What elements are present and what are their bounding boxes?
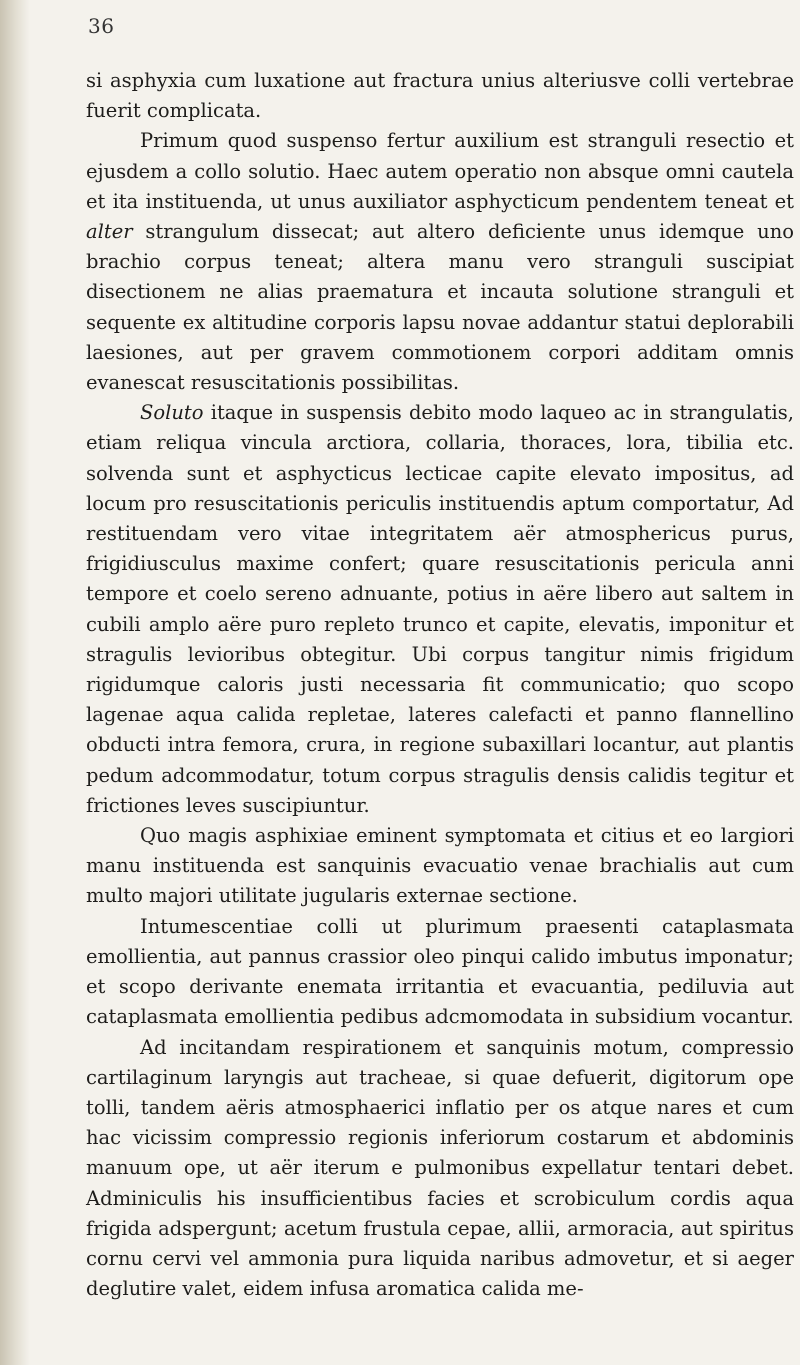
text-segment: Intumescentiae colli ut plurimum praesenti cataplasmata emollientia, aut pannus crassior oleo pinqui calido imbutus imponatur; et scopo derivante enemata irritantia et evacuantia, pediluvia aut cataplasmata emollientia pedibus adcmomodata in subsidium vocantur. bbox=[86, 914, 794, 1029]
paragraph bbox=[86, 912, 794, 1033]
text-segment: si asphyxia cum luxatione aut fractura unius alteriusve colli vertebrae fuerit complicata. bbox=[86, 69, 794, 123]
page-gutter-shadow bbox=[0, 0, 30, 1365]
body-text bbox=[86, 66, 794, 1304]
paragraph bbox=[86, 1033, 794, 1305]
text-segment: Primum quod suspenso fertur auxilium est stranguli resectio et ejusdem a collo solutio. Haec autem operatio non absque omni cautela et ita instituenda, ut unus auxiliator asphycticum pendentem teneat et bbox=[86, 129, 794, 213]
italic-text: Soluto bbox=[140, 401, 204, 425]
text-segment: strangulum dissecat; aut altero deficiente unus idemque uno brachio corpus teneat; altera manu vero stranguli suscipiat disectionem ne alias praematura et incauta solutione stranguli et sequente ex altitudine corporis lapsu novae addantur statui deplorabili laesiones, aut per gravem commotionem corpori additam omnis evanescat resuscitationis possibilitas. bbox=[86, 220, 794, 395]
text-segment: Quo magis asphixiae eminent symptomata et citius et eo largiori manu instituenda est sanquinis evacuatio venae brachialis aut cum multo majori utilitate jugularis externae sectione. bbox=[86, 824, 794, 908]
paragraph bbox=[86, 398, 794, 821]
text-segment: itaque in suspensis debito modo laqueo ac in strangulatis, etiam reliqua vincula arctiora, collaria, thoraces, lora, tibilia etc. solvenda sunt et asphycticus lecticae capite elevato impositus, ad locum pro resuscitationis periculis instituendis aptum comportatur, Ad restituendam vero vitae integritatem aër atmosphericus purus, frigidiusculus maxime confert; quare resuscitationis pericula anni tempore et coelo sereno adnuante, potius in aëre libero aut saltem in cubili amplo aëre puro repleto trunco et capite, elevatis, imponitur et stragulis levioribus obtegitur. Ubi corpus tangitur nimis frigidum rigidumque caloris justi necessaria fit communicatio; quo scopo lagenae aqua calida repletae, lateres calefacti et panno flannellino obducti intra femora, crura, in regione subaxillari locantur, aut plantis pedum adcommodatur, totum corpus stragulis densis calidis tegitur et frictiones leves suscipiuntur. bbox=[86, 401, 794, 817]
paragraph bbox=[86, 126, 794, 398]
paragraph bbox=[86, 821, 794, 912]
italic-text: alter bbox=[86, 220, 133, 244]
paragraph bbox=[86, 66, 794, 126]
text-segment: Ad incitandam respirationem et sanquinis motum, compressio cartilaginum laryngis aut tracheae, si quae defuerit, digitorum ope tolli, tandem aëris atmosphaerici inflatio per os atque nares et cum hac vicissim compressio regionis inferiorum costarum et abdominis manuum ope, ut aër iterum e pulmonibus expellatur tentari debet. Adminiculis his insufficientibus facies et scrobiculum cordis aqua frigida adspergunt; acetum frustula cepae, allii, armoracia, aut spiritus cornu cervi vel ammonia pura liquida naribus admovetur, et si aeger deglutire valet, eidem infusa aromatica calida me- bbox=[86, 1035, 794, 1301]
page-number: 36 bbox=[88, 14, 115, 38]
